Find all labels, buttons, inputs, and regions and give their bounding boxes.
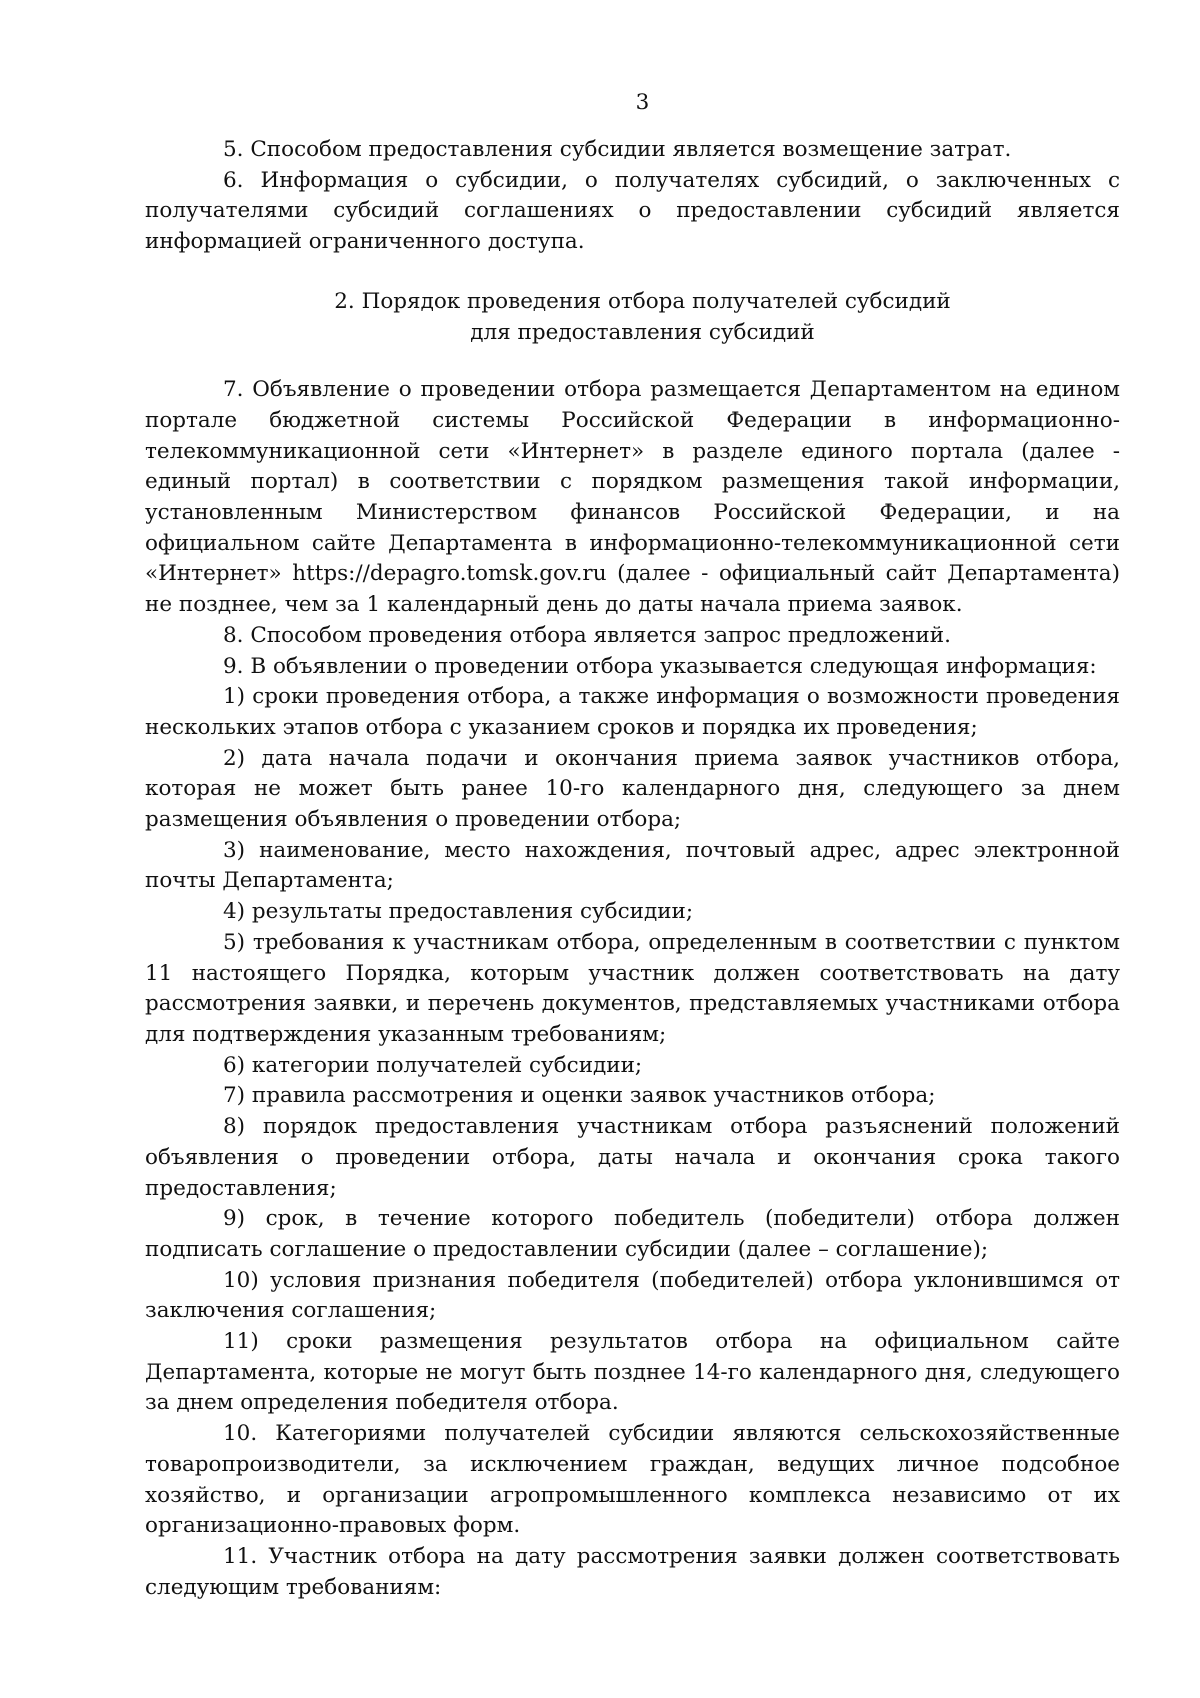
list-item-2: 2) дата начала подачи и окончания приема заявок участников отбора, которая не может быть ранее 10-го календарного дня, следующего за днем размещения объявления о проведении отбора; bbox=[145, 745, 1120, 833]
list-item-4: 4) результаты предоставления субсидии; bbox=[223, 899, 694, 925]
paragraph-7: 7. Объявление о проведении отбора размещается Департаментом на едином портале бюджетной системы Российской Федерации в информационно-телекоммуникационной сети «Интернет» в разделе единого портала (далее - единый портал) в соответствии с порядком размещения такой информации, установленным Министерством финансов Российской Федерации, и на официальном сайте Департамента в информационно-телекоммуникационной сети «Интернет» https://depagro.tomsk.gov.ru (далее - официальный сайт Департамента) не позднее, чем за 1 календарный день до даты начала приема заявок. bbox=[145, 377, 1120, 618]
list-item-7: 7) правила рассмотрения и оценки заявок участников отбора; bbox=[223, 1083, 936, 1109]
section-heading bbox=[145, 287, 1120, 348]
list-item-9: 9) срок, в течение которого победитель (победители) отбора должен подписать соглашение о предоставлении субсидии (далее – соглашение); bbox=[145, 1206, 1120, 1262]
section-heading-line-1: 2. Порядок проведения отбора получателей субсидий bbox=[334, 288, 951, 314]
list-item-11: 11) сроки размещения результатов отбора на официальном сайте Департамента, которые не могут быть позднее 14-го календарного дня, следующего за днем определения победителя отбора. bbox=[145, 1329, 1120, 1416]
list-item-6: 6) категории получателей субсидии; bbox=[223, 1052, 643, 1078]
list-item-10: 10) условия признания победителя (победителей) отбора уклонившимся от заключения соглашения; bbox=[145, 1267, 1120, 1324]
list-item-8: 8) порядок предоставления участникам отбора разъяснений положений объявления о проведении отбора, даты начала и окончания срока такого предоставления; bbox=[145, 1114, 1120, 1201]
paragraph-8: 8. Способом проведения отбора является запрос предложений. bbox=[223, 622, 951, 648]
list-item-5: 5) требования к участникам отбора, определенным в соответствии с пунктом 11 настоящего Порядка, которым участник должен соответствовать на дату рассмотрения заявки, и перечень документов, представляемых участниками отбора для подтверждения указанным требованиям; bbox=[145, 929, 1120, 1047]
page-number: 3 bbox=[635, 90, 650, 115]
paragraph-5: 5. Способом предоставления субсидии является возмещение затрат. bbox=[223, 137, 1012, 162]
paragraph-11: 11. Участник отбора на дату рассмотрения заявки должен соответствовать следующим требованиям: bbox=[145, 1543, 1120, 1600]
paragraph-6: 6. Информация о субсидии, о получателях субсидий, о заключенных с получателями субсидий соглашениях о предоставлении субсидий является информацией ограниченного доступа. bbox=[145, 167, 1120, 255]
section-heading-line-2: для предоставления субсидий bbox=[470, 319, 815, 345]
list-item-1: 1) сроки проведения отбора, а также информация о возможности проведения нескольких этапов отбора с указанием сроков и порядка их проведения; bbox=[145, 684, 1120, 740]
paragraph-9: 9. В объявлении о проведении отбора указывается следующая информация: bbox=[223, 653, 1097, 679]
paragraph-10: 10. Категориями получателей субсидии являются сельскохозяйственные товаропроизводители, за исключением граждан, ведущих личное подсобное хозяйство, и организации агропромышленного комплекса независимо от их организационно-правовых форм. bbox=[145, 1421, 1120, 1539]
list-item-3: 3) наименование, место нахождения, почтовый адрес, адрес электронной почты Департамента; bbox=[145, 837, 1120, 894]
